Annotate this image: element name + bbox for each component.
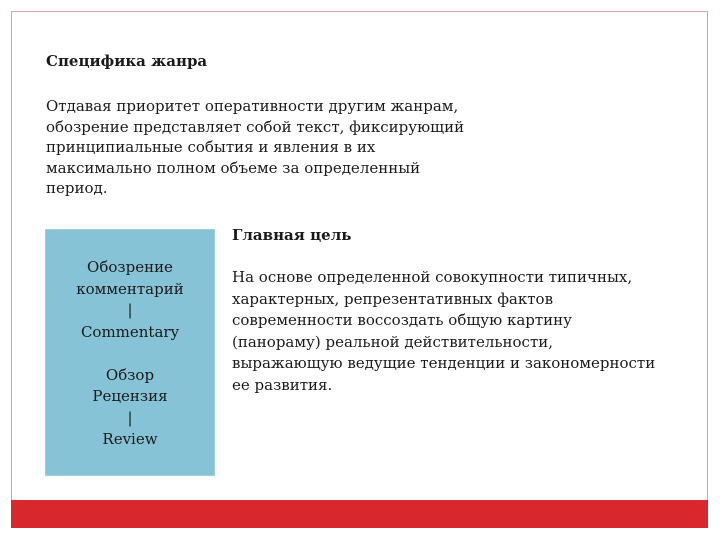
goal-line: На основе определенной совокупности типичных, [232,268,633,286]
goal-line: (панораму) реальной действительности, [232,332,554,351]
goal-line: современности воссоздать общую картину [232,311,572,329]
genre-box-separator: | [127,301,133,319]
intro-paragraph [46,96,516,199]
intro-line: обозрение представляет собой текст, фиксирующий [46,117,465,136]
genre-box-line: Commentary [80,322,180,341]
intro-line: Отдавая приоритет оперативности другим жанрам, [46,97,459,115]
goal-paragraph [232,267,692,396]
genre-box-separator: | [127,408,133,427]
intro-line: максимально полном объеме за определенный [46,158,421,177]
genre-box [45,229,215,476]
intro-line: период. [46,179,108,197]
genre-box-line: Обзор [105,365,155,384]
bottom-accent-bar [11,500,708,528]
genre-box-line: Review [102,430,158,448]
genre-box-gap [46,343,214,365]
genre-box-line: комментарий [76,279,184,298]
page-title: Специфика жанра [46,52,208,70]
goal-heading: Главная цель [232,226,352,244]
goal-line: ее развития. [232,375,333,394]
goal-line: выражающую ведущие тенденции и закономерности [232,354,656,372]
genre-box-line: Обозрение [87,258,173,276]
intro-line: принципиальные события и явления в их [46,138,376,156]
goal-line: характерных, репрезентативных фактов [232,289,554,308]
genre-box-line: Рецензия [92,387,168,405]
